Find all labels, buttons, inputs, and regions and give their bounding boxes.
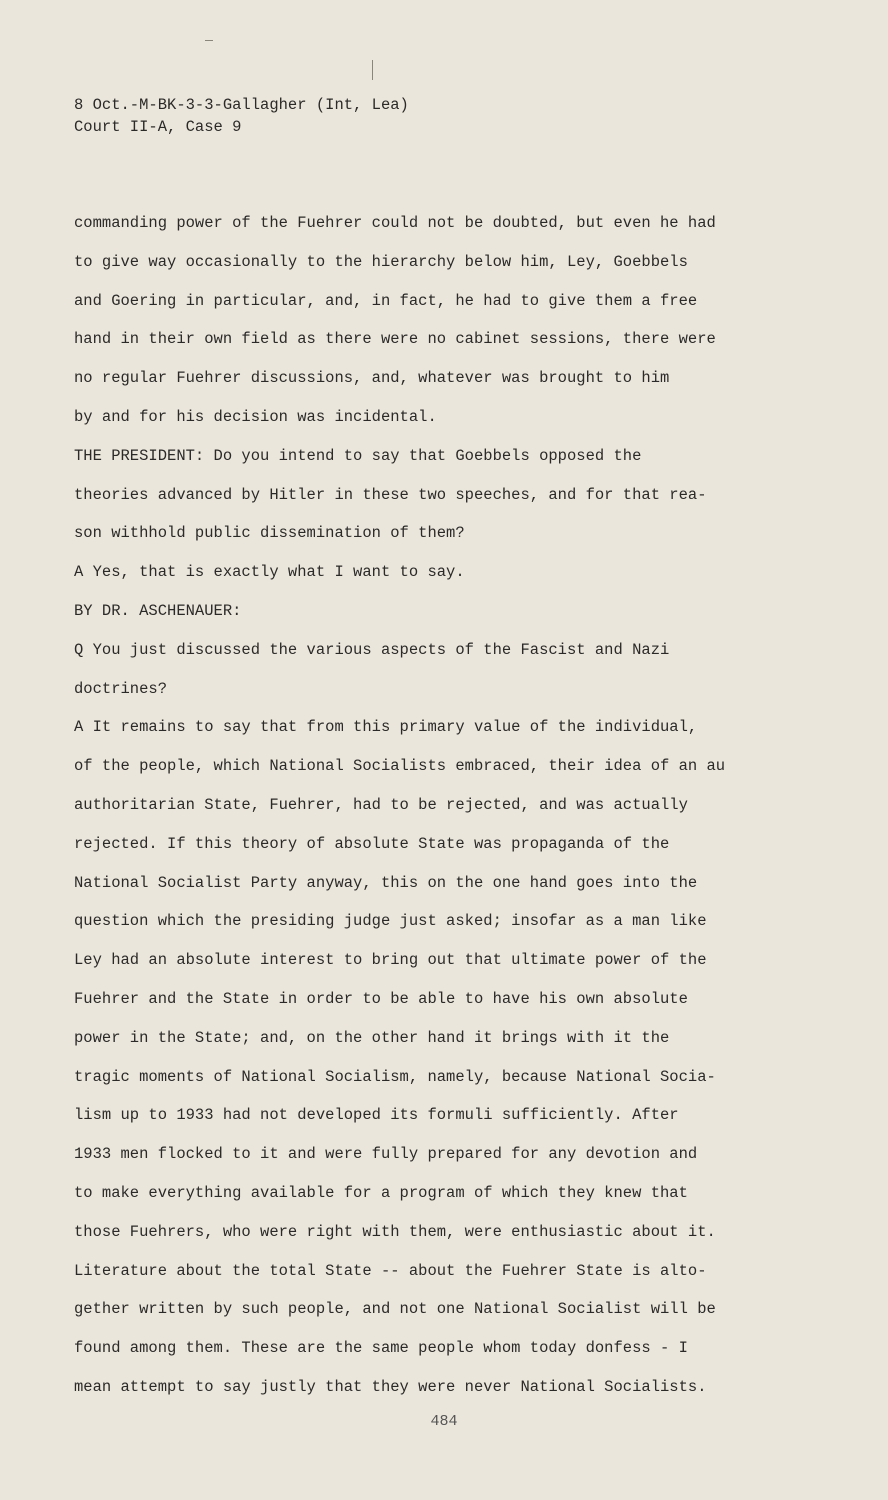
text-line: and Goering in particular, and, in fact, he had to give them a free (74, 291, 698, 310)
text-line: mean attempt to say justly that they were never National Socialists. (74, 1377, 707, 1396)
text-line: question which the presiding judge just asked; insofar as a man like (74, 912, 707, 931)
text-line: commanding power of the Fuehrer could not be doubted, but even he had (74, 214, 716, 232)
text-line: to give way occasionally to the hierarchy below him, Ley, Goebbels (74, 252, 688, 271)
text-line: rejected. If this theory of absolute State was propaganda of the (74, 834, 670, 853)
transcript-body (74, 210, 774, 1413)
text-line: THE PRESIDENT: Do you intend to say that Goebbels opposed the (74, 446, 642, 465)
text-line: hand in their own field as there were no cabinet sessions, there were (74, 330, 716, 349)
text-line: by and for his decision was incidental. (74, 407, 437, 426)
text-line: son withhold public dissemination of them? (74, 524, 465, 543)
header-line: Court II-A, Case 9 (74, 118, 242, 136)
text-line: gether written by such people, and not one National Socialist will be (74, 1300, 716, 1319)
text-line: authoritarian State, Fuehrer, had to be rejected, and was actually (74, 795, 688, 814)
stray-mark (205, 40, 213, 41)
text-line: 1933 men flocked to it and were fully prepared for any devotion and (74, 1145, 698, 1164)
stray-mark (372, 60, 373, 80)
text-line: A It remains to say that from this primary value of the individual, (74, 718, 698, 737)
text-line: A Yes, that is exactly what I want to say. (74, 563, 465, 582)
text-line: Q You just discussed the various aspects of the Fascist and Nazi (74, 640, 670, 659)
text-line: Literature about the total State -- about the Fuehrer State is alto- (74, 1261, 707, 1280)
text-line: National Socialist Party anyway, this on the one hand goes into the (74, 873, 698, 892)
text-line: found among them. These are the same people whom today donfess - I (74, 1339, 688, 1358)
text-line: Fuehrer and the State in order to be able to have his own absolute (74, 989, 688, 1008)
text-line: lism up to 1933 had not developed its formuli sufficiently. After (74, 1106, 679, 1125)
text-line: doctrines? (74, 679, 168, 698)
page-number: 484 (430, 1413, 458, 1430)
text-line: to make everything available for a program of which they knew that (74, 1183, 688, 1202)
text-line: no regular Fuehrer discussions, and, whatever was brought to him (74, 369, 670, 388)
text-line: of the people, which National Socialists embraced, their idea of an au (74, 757, 726, 776)
text-line: tragic moments of National Socialism, namely, because National Socia- (74, 1067, 716, 1086)
text-line: power in the State; and, on the other hand it brings with it the (74, 1028, 670, 1047)
document-header (74, 94, 409, 138)
text-line: BY DR. ASCHENAUER: (74, 601, 242, 620)
text-line: Ley had an absolute interest to bring out that ultimate power of the (74, 951, 707, 970)
header-line: 8 Oct.-M-BK-3-3-Gallagher (Int, Lea) (74, 96, 409, 114)
text-line: those Fuehrers, who were right with them, were enthusiastic about it. (74, 1222, 716, 1241)
text-line: theories advanced by Hitler in these two speeches, and for that rea- (74, 485, 707, 504)
